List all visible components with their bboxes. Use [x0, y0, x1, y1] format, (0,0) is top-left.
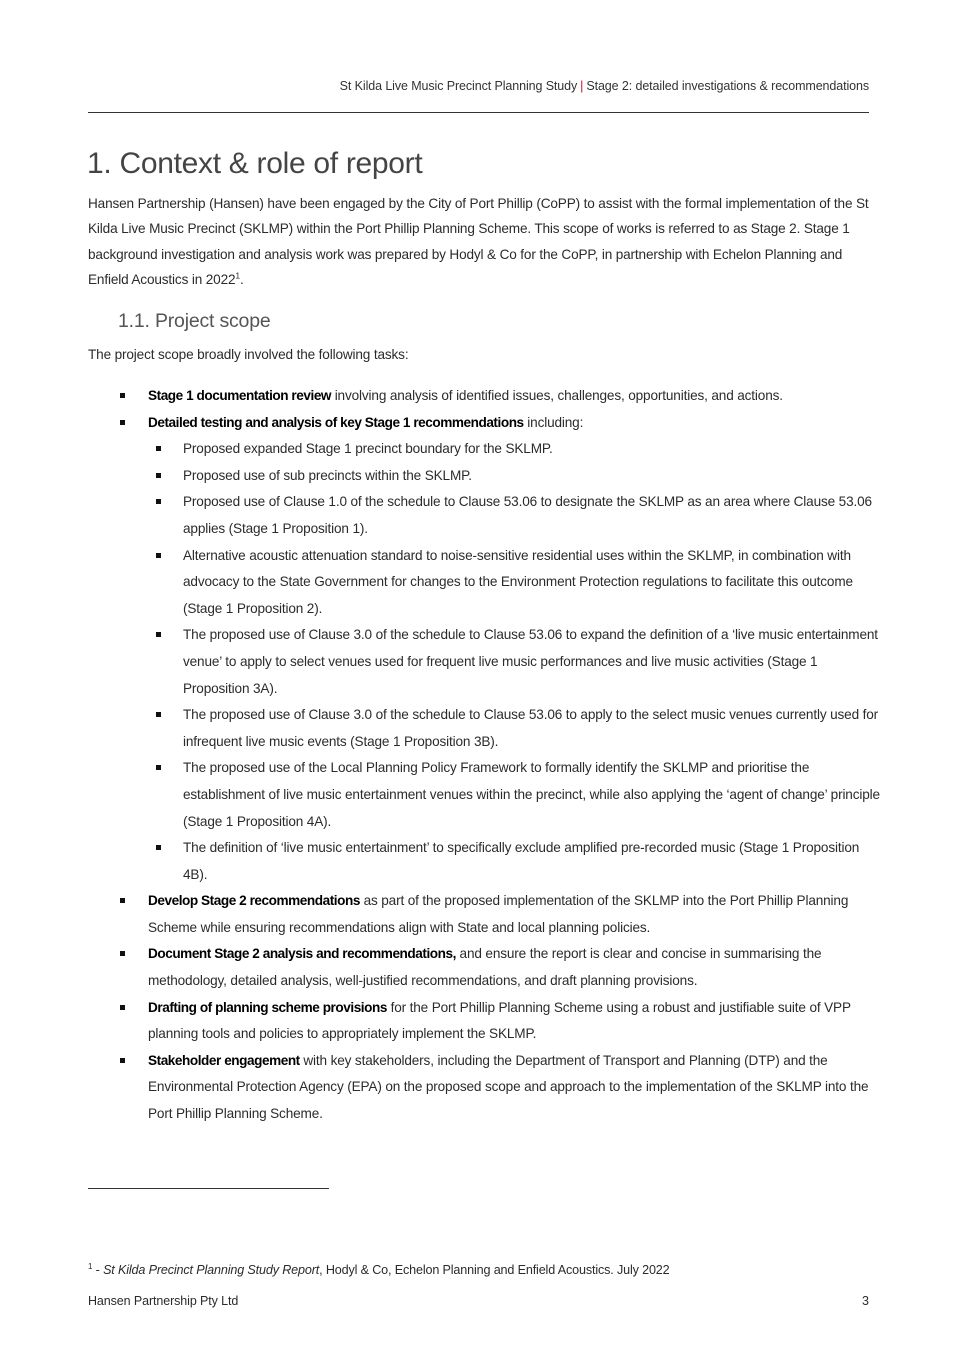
- header-study-title: St Kilda Live Music Precinct Planning Study: [339, 79, 578, 93]
- subtask-item: Proposed use of Clause 1.0 of the schedule to Clause 53.06 to designate the SKLMP as an area where Clause 53.06 applies (Stage 1 Proposition 1).: [183, 489, 883, 542]
- intro-paragraph: [88, 191, 878, 292]
- task-list: [148, 383, 880, 1128]
- subtask-item: The proposed use of Clause 3.0 of the schedule to Clause 53.06 to expand the definition of a ‘live music entertainment venue’ to apply to select venues used for frequent live music performances and live music activities (Stage 1 Proposition 3A).: [183, 622, 883, 702]
- task-item: [148, 941, 876, 994]
- subtask-item: Proposed use of sub precincts within the SKLMP.: [183, 463, 883, 490]
- footnote-prefix: -: [92, 1263, 104, 1277]
- subtask-item: The definition of ‘live music entertainment’ to specifically exclude amplified pre-recorded music (Stage 1 Proposition 4B).: [183, 835, 883, 888]
- task-text: for the Port Phillip Planning Scheme using a robust and justifiable suite of VPP planning tools and policies to appropriately implement the SKLMP.: [148, 999, 851, 1042]
- task-text: as part of the proposed implementation of the SKLMP into the Port Phillip Planning Scheme while ensuring recommendations align with State and local planning policies.: [148, 893, 849, 935]
- task-title: Stakeholder engagement: [148, 1052, 300, 1068]
- subtask-item: Proposed expanded Stage 1 precinct boundary for the SKLMP.: [183, 436, 883, 463]
- task-item: [148, 1048, 876, 1128]
- footnote-ref[interactable]: 1: [235, 270, 240, 281]
- intro-end: .: [239, 271, 244, 287]
- header-stage-title: Stage 2: detailed investigations & recommendations: [586, 79, 869, 93]
- footnote-title: St Kilda Precinct Planning Study Report: [103, 1263, 320, 1277]
- task-item: [148, 410, 880, 889]
- running-header: [340, 79, 869, 93]
- subtask-item: Alternative acoustic attenuation standard to noise-sensitive residential uses within the SKLMP, in combination with advocacy to the State Government for changes to the Environment Protection regulations to facilitate this outcome (Stage 1 Proposition 2).: [183, 543, 883, 623]
- task-title: Detailed testing and analysis of key Stage 1 recommendations: [148, 414, 524, 430]
- subtask-list: [148, 436, 883, 888]
- task-text: including:: [523, 414, 584, 430]
- task-title: Stage 1 documentation review: [148, 388, 332, 403]
- footer-company: Hansen Partnership Pty Ltd: [88, 1294, 239, 1308]
- header-separator: |: [580, 79, 584, 93]
- task-item: [148, 383, 876, 410]
- footnote-number: 1: [88, 1261, 93, 1271]
- intro-text: Hansen Partnership (Hansen) have been engaged by the City of Port Phillip (CoPP) to assist with the formal implementation of the St Kilda Live Music Precinct (SKLMP) within the Port Phillip Planning Scheme. This scope of works is referred to as Stage 2. Stage 1 background investigation and analysis work was prepared by Hodyl & Co for the CoPP, in partnership with Echelon Planning and Enfield Acoustics in 2022: [88, 196, 869, 287]
- page-number: 3: [862, 1294, 869, 1308]
- task-title: Drafting of planning scheme provisions: [148, 999, 387, 1015]
- subsection-heading: 1.1. Project scope: [118, 310, 271, 332]
- subtask-item: The proposed use of the Local Planning Policy Framework to formally identify the SKLMP and prioritise the establishment of live music entertainment venues within the precinct, while also applying the ‘agent of change’ principle (Stage 1 Proposition 4A).: [183, 755, 883, 835]
- footnote-rule: [88, 1188, 329, 1189]
- scope-intro: The project scope broadly involved the following tasks:: [88, 347, 409, 362]
- task-text: and ensure the report is clear and concise in summarising the methodology, detailed analysis, well-justified recommendations, and draft planning provisions.: [148, 946, 822, 989]
- task-item: [148, 888, 876, 941]
- task-title: Develop Stage 2 recommendations: [148, 893, 360, 909]
- task-text: involving analysis of identified issues, challenges, opportunities, and actions.: [331, 388, 783, 403]
- footnote-rest: , Hodyl & Co, Echelon Planning and Enfield Acoustics. July 2022: [319, 1263, 670, 1277]
- footnote: [88, 1263, 670, 1277]
- subtask-item: The proposed use of Clause 3.0 of the schedule to Clause 53.06 to apply to the select music venues currently used for infrequent live music events (Stage 1 Proposition 3B).: [183, 702, 883, 755]
- task-text: with key stakeholders, including the Department of Transport and Planning (DTP) and the Environmental Protection Agency (EPA) on the proposed scope and approach to the implementation of the SKLMP into the Port Phillip Planning Scheme.: [148, 1052, 869, 1122]
- section-heading: 1. Context & role of report: [87, 147, 423, 180]
- task-title: Document Stage 2 analysis and recommendations,: [148, 946, 456, 962]
- task-item: [148, 995, 876, 1048]
- header-rule: [88, 112, 869, 113]
